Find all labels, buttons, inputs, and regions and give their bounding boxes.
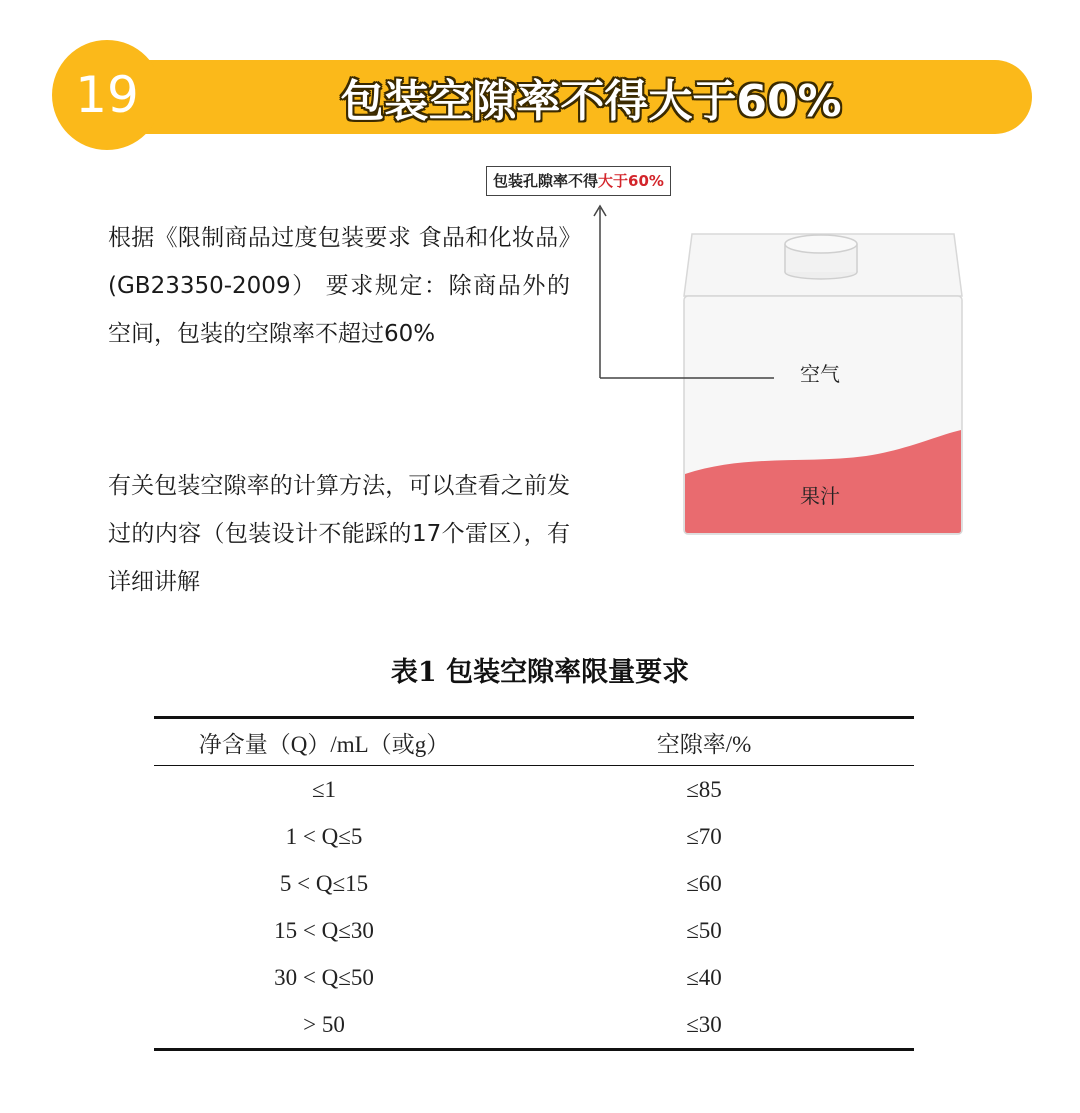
air-label: 空气 [800, 362, 840, 386]
calculation-reference-paragraph: 有关包装空隙率的计算方法，可以查看之前发过的内容（包装设计不能踩的17个雷区），有详细讲解 [108, 473, 570, 595]
caption-text: 包装孔隙率不得 [493, 172, 599, 190]
table-title: 表1 包装空隙率限量要求 [390, 657, 690, 688]
page-title: 包装空隙率不得大于60% [340, 76, 842, 127]
diagram-caption [486, 166, 671, 196]
caption-highlight: 大于60% [598, 172, 664, 190]
header-void-ratio: 空隙率/% [656, 731, 752, 757]
void-ratio-cell: ≤40 [686, 964, 722, 990]
net-content-cell: > 50 [303, 1011, 345, 1037]
void-ratio-cell: ≤60 [686, 870, 722, 896]
table-header-row [154, 718, 914, 766]
void-ratio-limits-table [154, 716, 914, 1051]
net-content-cell: ≤1 [311, 776, 337, 802]
void-ratio-cell: ≤30 [686, 1011, 722, 1037]
void-ratio-cell: ≤50 [686, 917, 722, 943]
table-row [154, 1001, 914, 1050]
section-number-badge: 19 [52, 40, 162, 150]
juice-label: 果汁 [800, 484, 840, 508]
net-content-cell: 1 < Q≤5 [285, 823, 363, 849]
regulation-paragraph: 根据《限制商品过度包装要求 食品和化妆品》(GB23350-2009） 要求规定：除商品外的空间，包装的空隙率不超过60% [108, 225, 570, 347]
void-ratio-cell: ≤70 [686, 823, 722, 849]
package-diagram [486, 164, 986, 544]
table-row [154, 907, 914, 954]
net-content-cell: 15 < Q≤30 [274, 917, 374, 943]
net-content-cell: 30 < Q≤50 [274, 964, 374, 990]
void-ratio-cell: ≤85 [686, 776, 722, 802]
table-row [154, 860, 914, 907]
net-content-cell: 5 < Q≤15 [279, 870, 369, 896]
table-row [154, 766, 914, 814]
header-net-content: 净含量（Q）/mL（或g） [198, 731, 450, 757]
table-row [154, 813, 914, 860]
table-row [154, 954, 914, 1001]
